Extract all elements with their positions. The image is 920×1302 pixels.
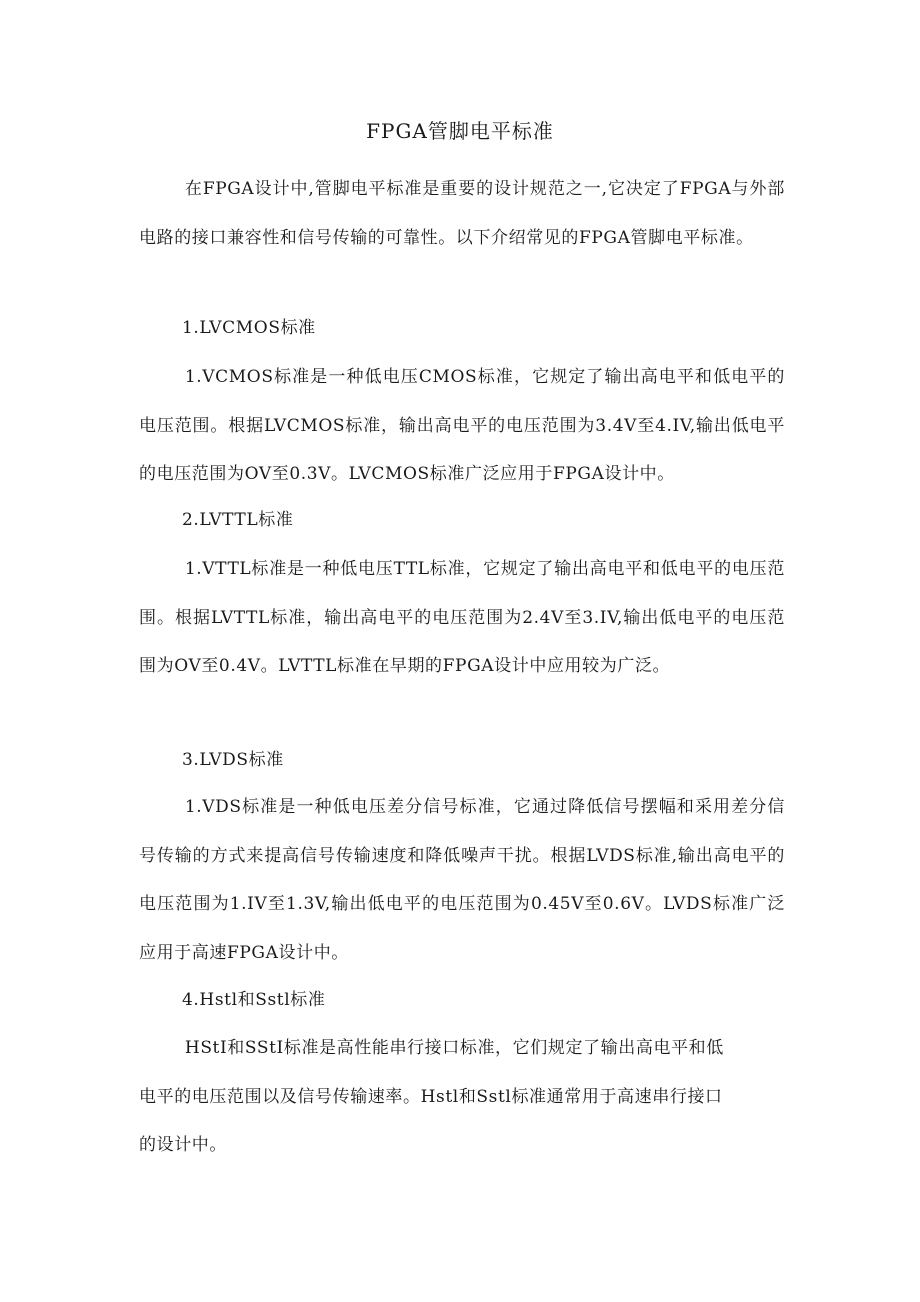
section-body-lvcmos: 1.VCMOS标准是一种低电压CMOS标准，它规定了输出高电平和低电平的电压范围。根据LVCMOS标准，输出高电平的电压范围为3.4V至4.IV,输出低电平的电压范围为OV至0.3V。LVCMOS标准广泛应用于FPGA设计中。 <box>139 367 785 484</box>
section-body-lvds: 1.VDS标准是一种低电压差分信号标准，它通过降低信号摆幅和采用差分信号传输的方式来提高信号传输速度和降低噪声干扰。根据LVDS标准,输出高电平的电压范围为1.IV至1.3V,输出低电平的电压范围为0.45V至0.6V。LVDS标准广泛应用于高速FPGA设计中。 <box>139 797 785 963</box>
document-title: FPGA管脚电平标准 <box>366 119 554 143</box>
section-heading-lvds: 3.LVDS标准 <box>182 750 284 770</box>
section-heading-lvttl: 2.LVTTL标准 <box>182 510 294 530</box>
section-heading-hstl-sstl: 4.Hstl和Sstl标准 <box>182 990 326 1010</box>
section-body-hstl-sstl: HStI和SStI标准是高性能串行接口标准，它们规定了输出高电平和低电平的电压范围以及信号传输速率。Hstl和Sstl标准通常用于高速串行接口的设计中。 <box>139 1038 724 1155</box>
intro-paragraph: 在FPGA设计中,管脚电平标准是重要的设计规范之一,它决定了FPGA与外部电路的接口兼容性和信号传输的可靠性。以下介绍常见的FPGA管脚电平标准。 <box>139 179 785 248</box>
section-heading-lvcmos: 1.LVCMOS标准 <box>182 318 316 338</box>
section-body-lvttl: 1.VTTL标准是一种低电压TTL标准，它规定了输出高电平和低电平的电压范围。根据LVTTL标准，输出高电平的电压范围为2.4V至3.IV,输出低电平的电压范围为OV至0.4V。LVTTL标准在早期的FPGA设计中应用较为广泛。 <box>139 559 785 676</box>
